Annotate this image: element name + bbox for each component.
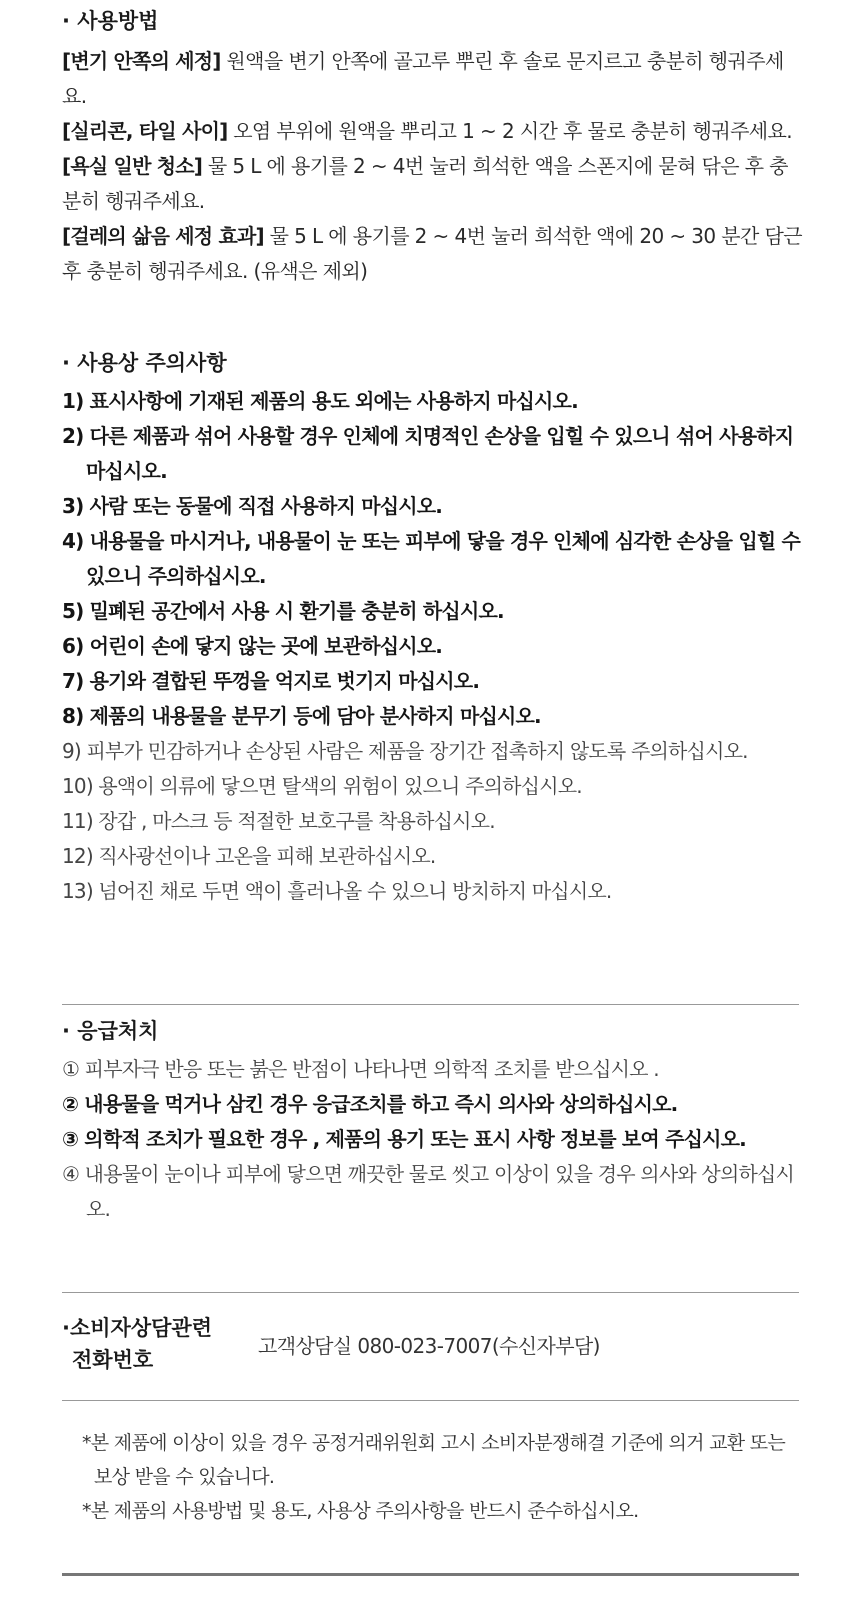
precautions-section — [62, 348, 802, 909]
precaution-item: 4) 내용물을 마시거나, 내용물이 눈 또는 피부에 닿을 경우 인체에 심각한 손상을 입힐 수 있으니 주의하십시오. — [62, 529, 801, 588]
precaution-item: 1) 표시사항에 기재된 제품의 용도 외에는 사용하지 마십시오. — [62, 389, 578, 413]
bottom-divider — [62, 1573, 799, 1576]
precaution-item: 3) 사람 또는 동물에 직접 사용하지 마십시오. — [62, 494, 443, 518]
usage-section — [62, 6, 802, 289]
contact-label: ·소비자상담관련 전화번호 — [62, 1316, 212, 1372]
first-aid-section — [62, 1016, 802, 1227]
precaution-item: 9) 피부가 민감하거나 손상된 사람은 제품을 장기간 접촉하지 않도록 주의하십시오. — [62, 739, 748, 763]
usage-item-mop: [걸레의 삶음 세정 효과] 물 5 L 에 용기를 2 ~ 4번 눌러 희석한 액에 20 ~ 30 분간 담근 후 충분히 헹궈주세요. (유색은 제외) — [62, 224, 802, 283]
consumer-contact — [62, 1312, 802, 1376]
precaution-item: 12) 직사광선이나 고온을 피해 보관하십시오. — [62, 844, 436, 868]
precautions-heading: · 사용상 주의사항 — [62, 351, 227, 375]
usage-item-bathroom: [욕실 일반 청소] 물 5 L 에 용기를 2 ~ 4번 눌러 희석한 액을 스폰지에 묻혀 닦은 후 충분히 헹궈주세요. — [62, 154, 788, 213]
notice-compliance: *본 제품의 사용방법 및 용도, 사용상 주의사항을 반드시 준수하십시오. — [82, 1500, 639, 1522]
precaution-item: 7) 용기와 결합된 뚜껑을 억지로 벗기지 마십시오. — [62, 669, 480, 693]
section-divider — [62, 1292, 799, 1293]
precaution-item: 13) 넘어진 채로 두면 액이 흘러나올 수 있으니 방치하지 마십시오. — [62, 879, 612, 903]
usage-item-silicone: [실리콘, 타일 사이] 오염 부위에 원액을 뿌리고 1 ~ 2 시간 후 물로 충분히 헹궈주세요. — [62, 119, 792, 143]
precaution-item: 6) 어린이 손에 닿지 않는 곳에 보관하십시오. — [62, 634, 443, 658]
precaution-item: 2) 다른 제품과 섞어 사용할 경우 인체에 치명적인 손상을 입힐 수 있으니 섞어 사용하지 마십시오. — [62, 424, 794, 483]
usage-heading: · 사용방법 — [62, 9, 159, 33]
section-divider — [62, 1004, 799, 1005]
usage-item-toilet: [변기 안쪽의 세정] 원액을 변기 안쪽에 골고루 뿌린 후 솔로 문지르고 충분히 헹궈주세요. — [62, 49, 784, 108]
first-aid-heading: · 응급처치 — [62, 1019, 159, 1043]
section-divider — [62, 1400, 799, 1401]
first-aid-item: ④ 내용물이 눈이나 피부에 닿으면 깨끗한 물로 씻고 이상이 있을 경우 의사와 상의하십시오. — [62, 1162, 795, 1221]
precaution-item: 10) 용액이 의류에 닿으면 탈색의 위험이 있으니 주의하십시오. — [62, 774, 582, 798]
first-aid-item: ① 피부자극 반응 또는 붉은 반점이 나타나면 의학적 조치를 받으십시오 . — [62, 1057, 659, 1081]
contact-phone: 고객상담실 080-023-7007(수신자부담) — [258, 1333, 600, 1358]
first-aid-item: ③ 의학적 조치가 필요한 경우 , 제품의 용기 또는 표시 사항 정보를 보여 주십시오. — [62, 1127, 746, 1151]
precaution-item: 5) 밀폐된 공간에서 사용 시 환기를 충분히 하십시오. — [62, 599, 504, 623]
precaution-item: 11) 장갑 , 마스크 등 적절한 보호구를 착용하십시오. — [62, 809, 495, 833]
notice-section — [62, 1426, 802, 1528]
precaution-item: 8) 제품의 내용물을 분무기 등에 담아 분사하지 마십시오. — [62, 704, 541, 728]
first-aid-item: ② 내용물을 먹거나 삼킨 경우 응급조치를 하고 즉시 의사와 상의하십시오. — [62, 1092, 678, 1116]
notice-exchange: *본 제품에 이상이 있을 경우 공정거래위원회 고시 소비자분쟁해결 기준에 의거 교환 또는 보상 받을 수 있습니다. — [82, 1432, 786, 1488]
